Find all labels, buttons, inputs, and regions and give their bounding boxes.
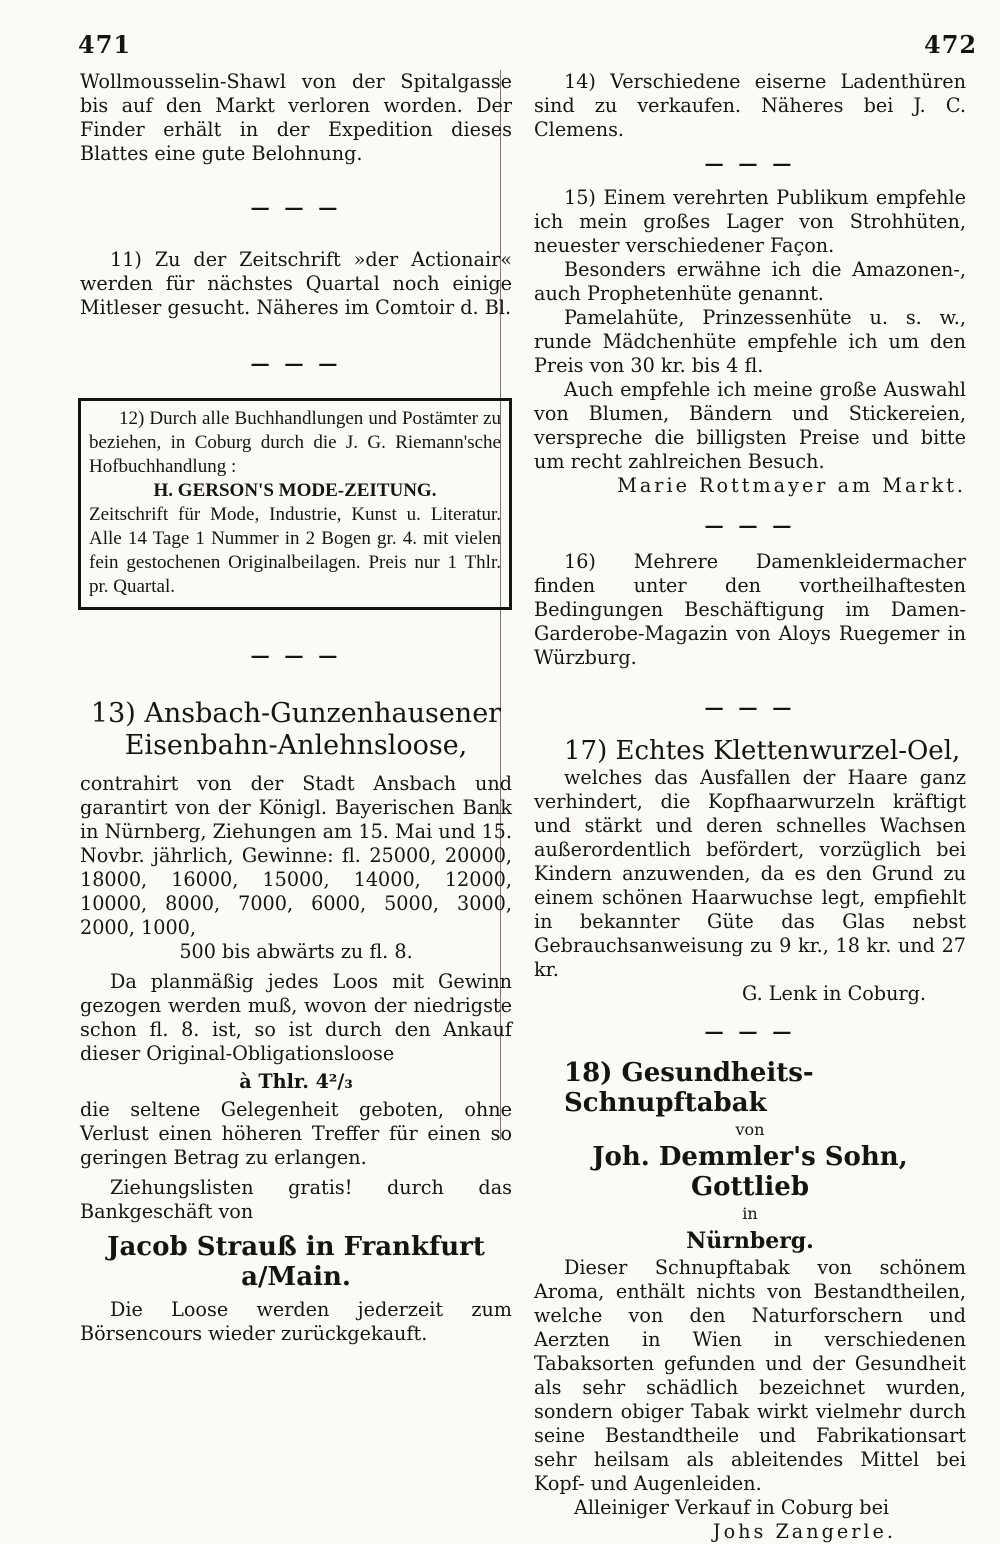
ad-17-body: welches das Ausfallen der Haare ganz verhindert, die Kopfhaarwurzeln kräftigt und stärkt und deren schnelles Wachsen außerordentlich befördert, vorzüglich bei Kindern anzuwenden, da es den Grund zu einem schönen Haarwuchse legt, empfiehlt in bekannter Güte das Glas nebst Gebrauchsanweisung zu 9 kr., 18 kr. und 27 kr. [534, 766, 966, 981]
ad-13-body-4: Ziehungslisten gratis! durch das Bankgeschäft von [80, 1176, 512, 1223]
ad-12-body: Zeitschrift für Mode, Industrie, Kunst u. Literatur. Alle 14 Tage 1 Nummer in 2 Bogen gr. 4. mit vielen fein gestochenen Originalbeilagen. Preis nur 1 Thlr. pr. Quartal. [89, 504, 501, 597]
ad-15-p3: Pamelahüte, Prinzessenhüte u. s. w., runde Mädchenhüte empfehle ich um den Preis von 30 kr. bis 4 fl. [534, 306, 966, 377]
ad-15-p2: Besonders erwähne ich die Amazonen-, auch Prophetenhüte genannt. [534, 258, 966, 305]
ad-13-heading: 13) Ansbach-Gunzenhausener Eisenbahn-Anlehnsloose, [90, 698, 502, 761]
ad-13-body-3: die seltene Gelegenheit geboten, ohne Verlust einen höheren Treffer für einen so geringen Betrag zu erlangen. [80, 1098, 512, 1169]
separator: — — — [250, 196, 342, 219]
ad-13-firm: Jacob Strauß in Frankfurt a/Main. [107, 1232, 485, 1292]
ad-12-box [78, 398, 512, 610]
ad-15-p1: 15) Einem verehrten Publikum empfehle ich mein großes Lager von Strohhüten, neuester verschiedener Façon. [534, 186, 966, 257]
ad-12-title: H. GERSON'S MODE-ZEITUNG. [153, 480, 437, 501]
ad-18-city: Nürnberg. [686, 1228, 814, 1254]
ad-18-signature: Johs Zangerle. [712, 1520, 896, 1543]
ad-18-firm: Joh. Demmler's Sohn, Gottlieb [592, 1142, 908, 1202]
ad-17-signature: G. Lenk in Coburg. [741, 982, 926, 1005]
ad-18-von: von [735, 1120, 765, 1139]
ad-13-body-5: Die Loose werden jederzeit zum Börsencours wieder zurückgekauft. [80, 1298, 512, 1345]
ad-16: 16) Mehrere Damenkleidermacher finden unter den vortheilhaftesten Bedingungen Beschäftigung im Damen-Garderobe-Magazin von Aloys Ruegemer in Würzburg. [534, 550, 966, 669]
ad-18-body: Dieser Schnupftabak von schönem Aroma, enthält nichts von Bestandtheilen, welche von den Naturforschern und Aerzten in Wien in verschiedenen Tabaksorten gefunden und der Gesundheit als sehr schädlich bezeichnet wurden, sondern obiger Tabak wirkt vielmehr durch seine Bestandtheile und Fabrikationsart sehr heilsam als ableitendes Mittel bei Kopf- und Augenleiden. [534, 1256, 966, 1495]
previous-ad-tail: Wollmousselin-Shawl von der Spitalgasse bis auf den Markt verloren worden. Der Finder erhält in der Expedition dieses Blattes eine gute Belohnung. [80, 70, 512, 165]
page-number-left: 471 [78, 30, 132, 59]
ad-13-body-2: Da planmäßig jedes Loos mit Gewinn gezogen werden muß, wovon der niedrigste schon fl. 8. ist, so ist durch den Ankauf dieser Original-Obligationsloose [80, 970, 512, 1065]
left-column [80, 70, 512, 1346]
ad-17-heading: 17) Echtes Klettenwurzel-Oel, [564, 736, 961, 766]
ad-13-body-1: contrahirt von der Stadt Ansbach und garantirt von der Königl. Bayerischen Bank in Nürnberg, Ziehungen am 15. Mai und 15. Novbr. jährlich, Gewinne: fl. 25000, 20000, 18000, 16000, 15000, 14000, 12000, 10000, 8000, 7000, 6000, 5000, 3000, 2000, 1000, [80, 772, 512, 939]
separator: — — — [250, 352, 342, 375]
ad-13-price: à Thlr. 4²/₃ [239, 1070, 353, 1093]
ad-11: 11) Zu der Zeitschrift »der Actionair« werden für nächstes Quartal noch einige Mitleser gesucht. Näheres im Comtoir d. Bl. [80, 248, 512, 319]
ad-13-body-1-end: 500 bis abwärts zu fl. 8. [179, 940, 413, 963]
separator: — — — [704, 1020, 796, 1043]
ad-18-in: in [742, 1204, 758, 1223]
ad-14: 14) Verschiedene eiserne Ladenthüren sind zu verkaufen. Näheres bei J. C. Clemens. [534, 70, 966, 141]
ad-18-sale: Alleiniger Verkauf in Coburg bei [574, 1496, 890, 1519]
ad-15-p4: Auch empfehle ich meine große Auswahl von Blumen, Bändern und Stickereien, verspreche die billigsten Preise und bitte um recht zahlreichen Besuch. [534, 378, 966, 473]
separator: — — — [704, 696, 796, 719]
page-number-right: 472 [924, 30, 978, 59]
separator: — — — [704, 514, 796, 537]
separator: — — — [250, 644, 342, 667]
ad-12-intro: 12) Durch alle Buchhandlungen und Postämter zu beziehen, in Coburg durch die J. G. Riemann'sche Hofbuchhandlung : [89, 408, 501, 477]
ad-15-signature: Marie Rottmayer am Markt. [617, 474, 966, 497]
ad-18-heading: 18) Gesundheits-Schnupftabak [564, 1058, 814, 1118]
right-column [534, 70, 966, 1544]
separator: — — — [704, 152, 796, 175]
